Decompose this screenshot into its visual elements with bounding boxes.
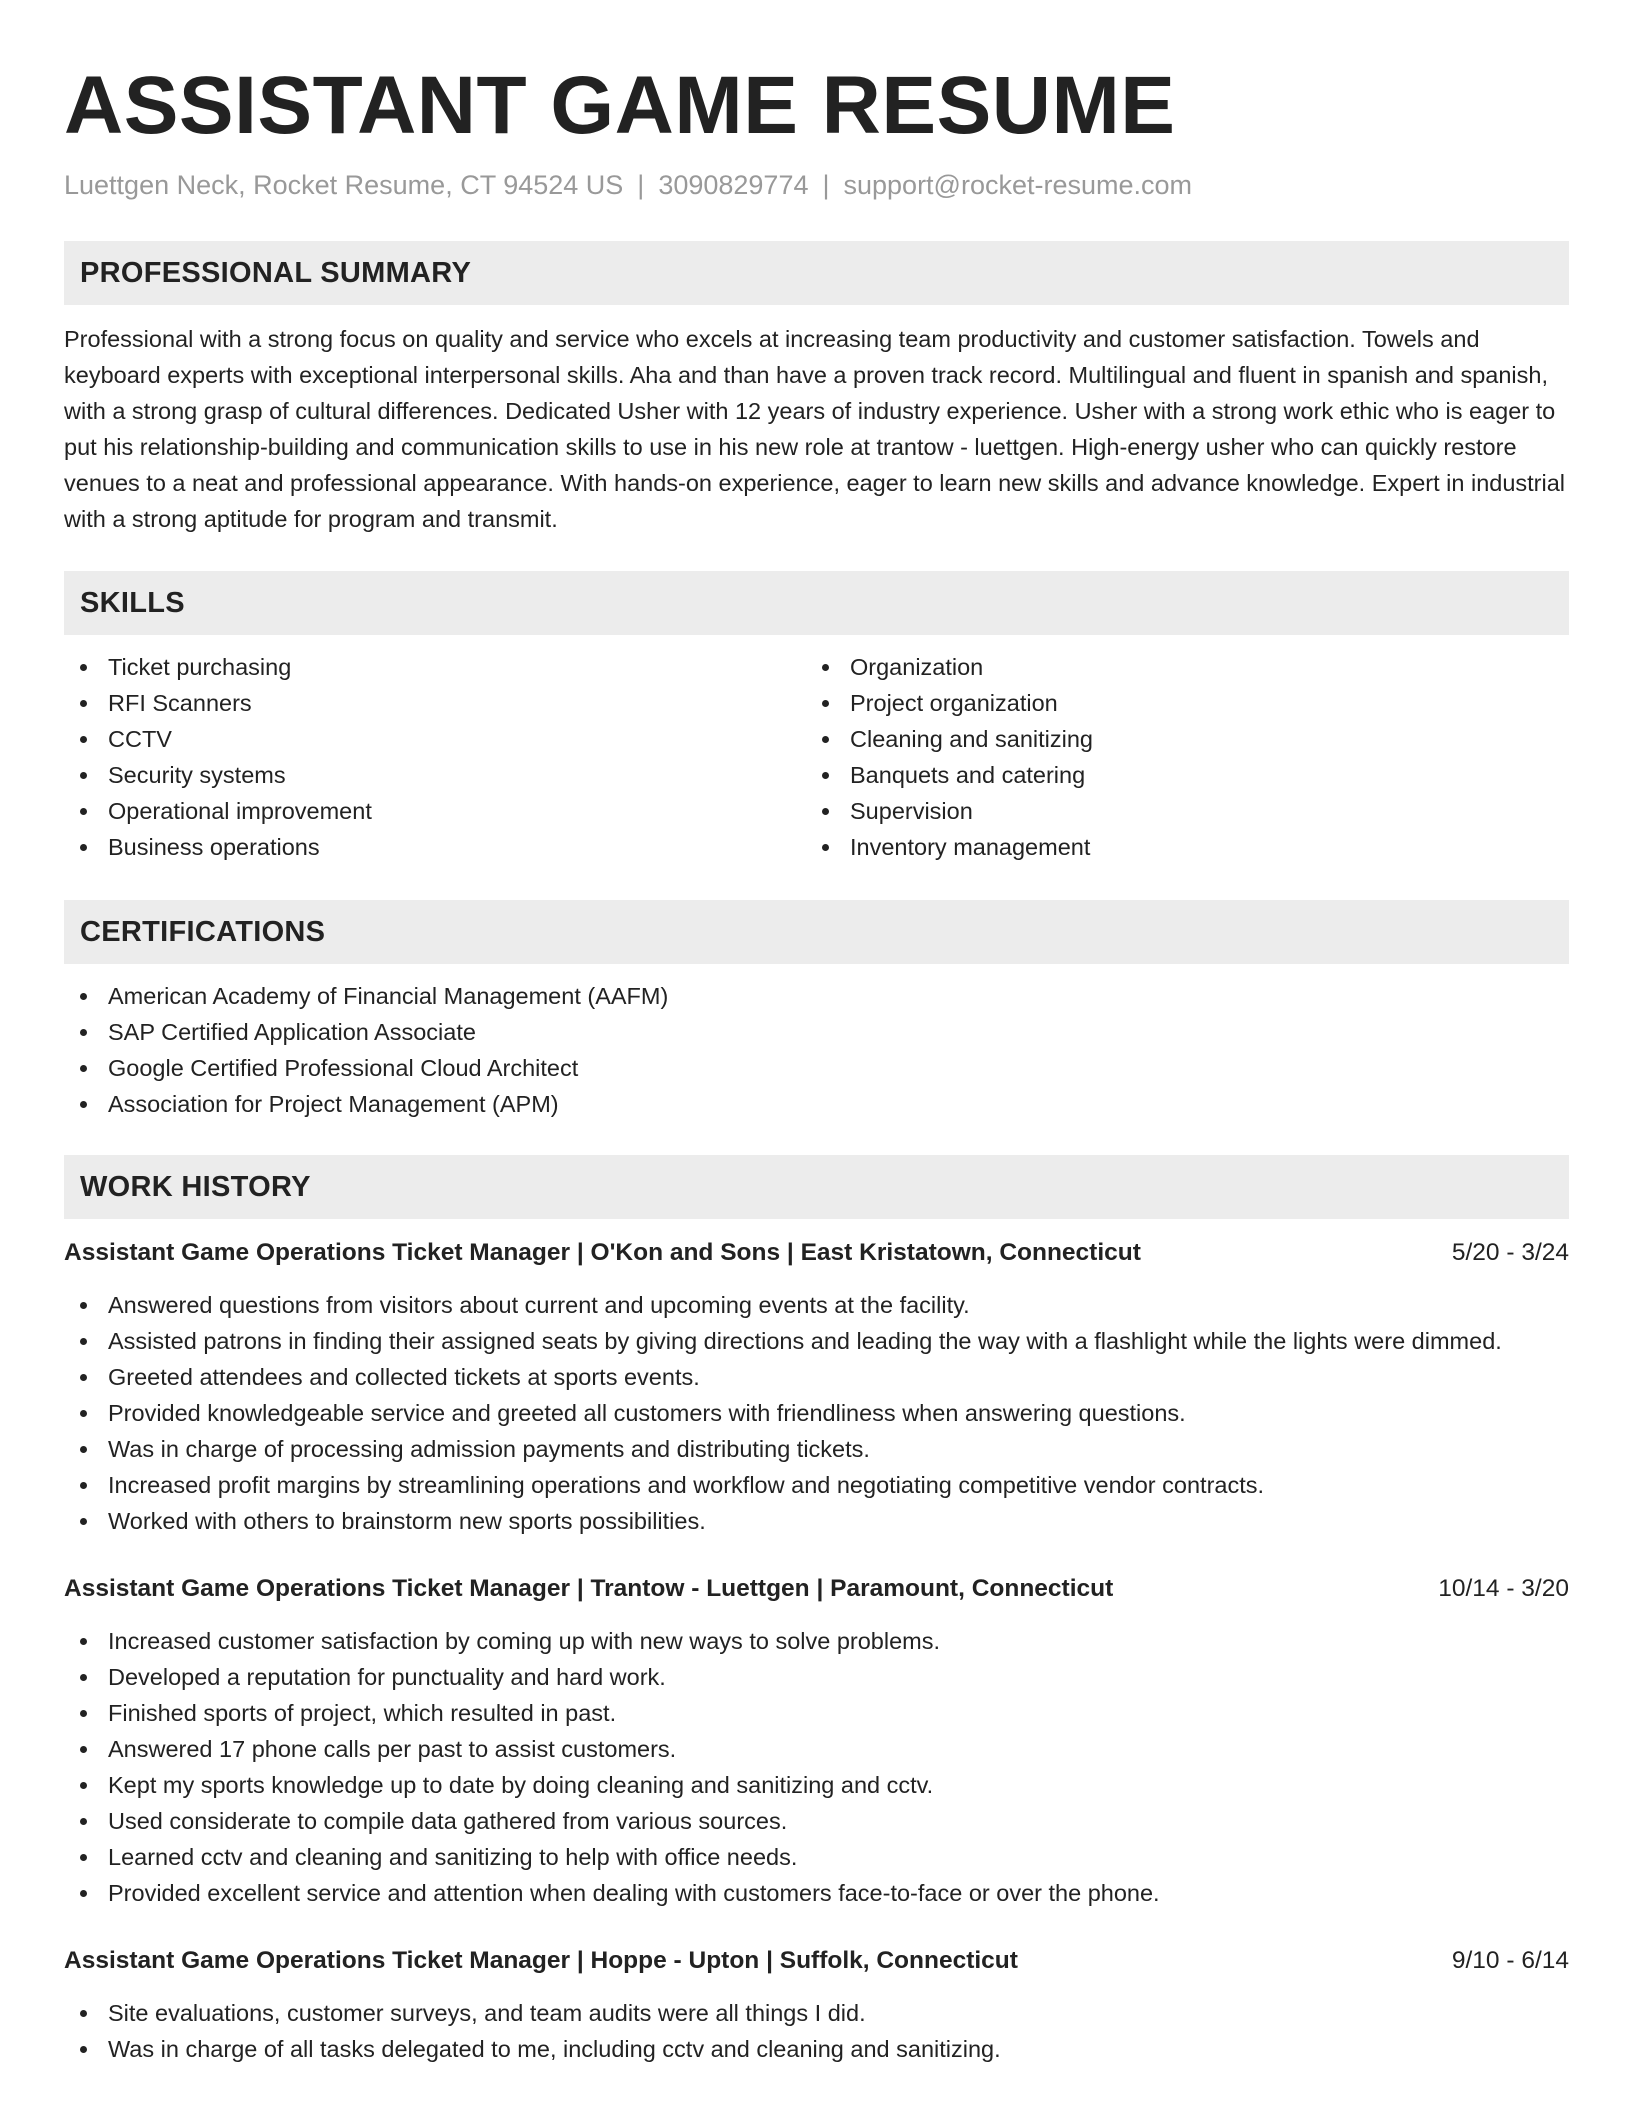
job-bullet: Provided knowledgeable service and greeted all customers with friendliness when answering questions.: [64, 1395, 1569, 1431]
certification-item: SAP Certified Application Associate: [64, 1014, 1569, 1050]
job-title: Assistant Game Operations Ticket Manager | Hoppe - Upton | Suffolk, Connecticut: [64, 1947, 1018, 1974]
job-bullet: Site evaluations, customer surveys, and team audits were all things I did.: [64, 1995, 1569, 2031]
skills-list-left: [64, 649, 806, 865]
contact-separator: |: [822, 170, 830, 200]
job-bullets: [64, 1623, 1569, 1911]
job-bullet: Answered 17 phone calls per past to assist customers.: [64, 1731, 1569, 1767]
skill-item: RFI Scanners: [64, 685, 806, 721]
summary-text: Professional with a strong focus on quality and service who excels at increasing team productivity and customer satisfaction. Towels and keyboard experts with exceptional interpersonal skills. Aha and than have a proven track record. Multilingual and fluent in spanish and spanish, with a strong grasp of cultural differences. Dedicated Usher with 12 years of industry experience. Usher with a strong work ethic who is eager to put his relationship-building and communication skills to use in his new role at trantow - luettgen. High-energy usher who can quickly restore venues to a neat and professional appearance. With hands-on experience, eager to learn new skills and advance knowledge. Expert in industrial with a strong aptitude for program and transmit.: [64, 326, 1566, 532]
job-entry: [64, 1571, 1569, 1911]
job-bullet: Finished sports of project, which resulted in past.: [64, 1695, 1569, 1731]
resume-title: ASSISTANT GAME RESUME: [64, 60, 1176, 151]
skills-grid: [64, 649, 1569, 865]
skill-item: Ticket purchasing: [64, 649, 806, 685]
job-bullet: Was in charge of processing admission payments and distributing tickets.: [64, 1431, 1569, 1467]
skill-item: Supervision: [806, 793, 1548, 829]
resume-page: [64, 0, 1569, 2067]
job-bullet: Kept my sports knowledge up to date by doing cleaning and sanitizing and cctv.: [64, 1767, 1569, 1803]
skill-item: Business operations: [64, 829, 806, 865]
job-bullet: Provided excellent service and attention when dealing with customers face-to-face or over the phone.: [64, 1875, 1569, 1911]
job-bullet: Assisted patrons in finding their assigned seats by giving directions and leading the way with a flashlight while the lights were dimmed.: [64, 1323, 1569, 1359]
contact-line: [64, 168, 1569, 202]
job-title: Assistant Game Operations Ticket Manager | O'Kon and Sons | East Kristatown, Connecticut: [64, 1239, 1141, 1266]
contact-address: Luettgen Neck, Rocket Resume, CT 94524 US: [64, 170, 624, 200]
skill-item: Cleaning and sanitizing: [806, 721, 1548, 757]
job-bullets: [64, 1287, 1569, 1539]
skill-item: Project organization: [806, 685, 1548, 721]
job-dates: 10/14 - 3/20: [1438, 1575, 1569, 1602]
section-header-certifications: CERTIFICATIONS: [64, 900, 1569, 964]
skill-item: Banquets and catering: [806, 757, 1548, 793]
job-bullet: Used considerate to compile data gathered from various sources.: [64, 1803, 1569, 1839]
contact-phone: 3090829774: [658, 170, 809, 200]
section-header-work-history: WORK HISTORY: [64, 1155, 1569, 1219]
job-dates: 9/10 - 6/14: [1451, 1947, 1569, 1974]
certification-item: Association for Project Management (APM): [64, 1086, 1569, 1122]
job-title: Assistant Game Operations Ticket Manager | Trantow - Luettgen | Paramount, Connecticut: [64, 1575, 1114, 1602]
job-bullet: Greeted attendees and collected tickets at sports events.: [64, 1359, 1569, 1395]
job-bullet: Worked with others to brainstorm new sports possibilities.: [64, 1503, 1569, 1539]
job-entry: [64, 1943, 1569, 2067]
section-header-skills: SKILLS: [64, 571, 1569, 635]
job-entry: [64, 1235, 1569, 1539]
certification-item: American Academy of Financial Management (AAFM): [64, 978, 1569, 1014]
section-header-summary: PROFESSIONAL SUMMARY: [64, 241, 1569, 305]
job-bullet: Increased customer satisfaction by coming up with new ways to solve problems.: [64, 1623, 1569, 1659]
job-bullet: Increased profit margins by streamlining operations and workflow and negotiating competitive vendor contracts.: [64, 1467, 1569, 1503]
job-bullet: Learned cctv and cleaning and sanitizing to help with office needs.: [64, 1839, 1569, 1875]
job-bullet: Was in charge of all tasks delegated to me, including cctv and cleaning and sanitizing.: [64, 2031, 1569, 2067]
job-header: [64, 1943, 1569, 1979]
job-header: [64, 1235, 1569, 1271]
certifications-list: [64, 978, 1569, 1122]
contact-separator: |: [637, 170, 645, 200]
job-bullet: Answered questions from visitors about current and upcoming events at the facility.: [64, 1287, 1569, 1323]
certification-item: Google Certified Professional Cloud Architect: [64, 1050, 1569, 1086]
job-bullet: Developed a reputation for punctuality and hard work.: [64, 1659, 1569, 1695]
job-dates: 5/20 - 3/24: [1451, 1239, 1569, 1266]
skill-item: CCTV: [64, 721, 806, 757]
skills-list-right: [806, 649, 1548, 865]
skill-item: Organization: [806, 649, 1548, 685]
contact-email: support@rocket-resume.com: [843, 170, 1193, 200]
skill-item: Security systems: [64, 757, 806, 793]
skill-item: Operational improvement: [64, 793, 806, 829]
job-bullets: [64, 1995, 1569, 2067]
job-header: [64, 1571, 1569, 1607]
skill-item: Inventory management: [806, 829, 1548, 865]
